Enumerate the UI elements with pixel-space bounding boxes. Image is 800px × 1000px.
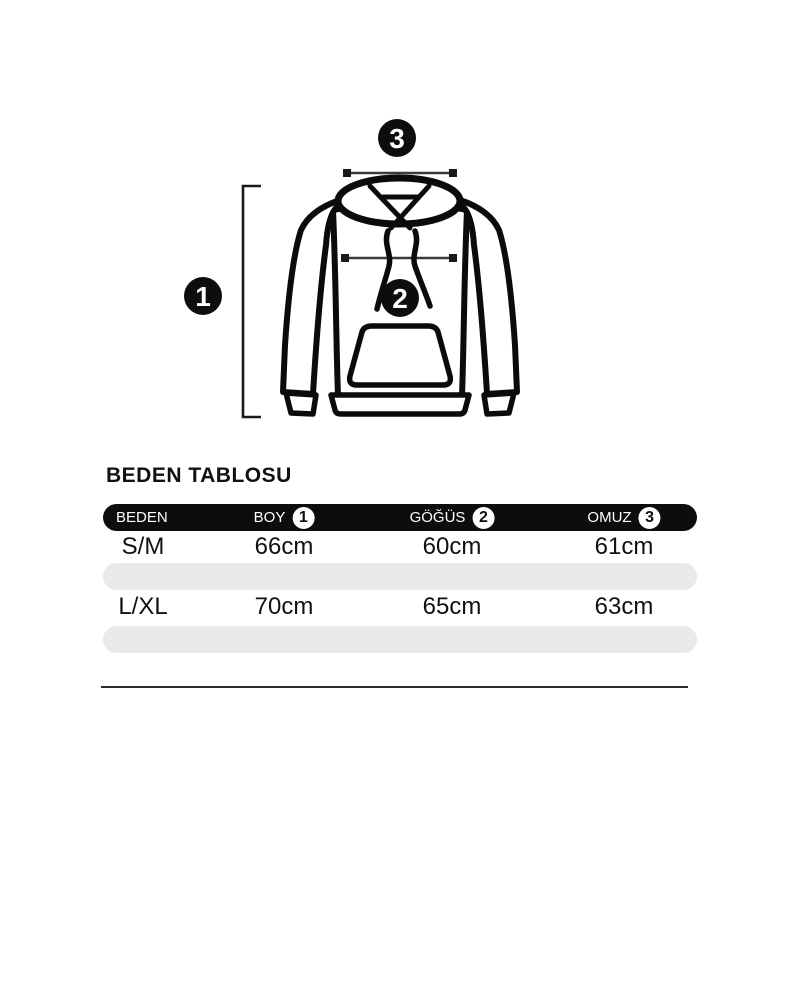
hoodie-left-cuff bbox=[286, 393, 316, 414]
table-row-lxl bbox=[103, 592, 697, 622]
header-badge-1: 1 bbox=[292, 507, 314, 529]
svg-text:1: 1 bbox=[195, 281, 211, 312]
svg-text:3: 3 bbox=[389, 123, 405, 154]
gogus-value: 65cm bbox=[422, 593, 482, 620]
boy-value: 66cm bbox=[254, 533, 314, 560]
empty-row-stripe bbox=[103, 563, 697, 590]
marker-1-badge bbox=[184, 277, 222, 315]
header-badge-2: 2 bbox=[472, 507, 494, 529]
hoodie-measurement-diagram bbox=[0, 0, 800, 460]
hoodie-hem-band bbox=[331, 395, 469, 414]
size-table-title: BEDEN TABLOSU bbox=[106, 464, 292, 487]
gogus-value: 60cm bbox=[422, 533, 482, 560]
header-col-gogus bbox=[410, 504, 495, 531]
header-label: BOY bbox=[253, 509, 286, 526]
size-label: L/XL bbox=[118, 593, 168, 620]
omuz-value: 61cm bbox=[594, 533, 654, 560]
omuz-value: 63cm bbox=[594, 593, 654, 620]
marker-2-badge bbox=[381, 279, 419, 317]
table-row-sm bbox=[103, 532, 697, 562]
header-label: OMUZ bbox=[587, 509, 632, 526]
header-col-beden bbox=[116, 504, 168, 531]
header-badge-3: 3 bbox=[639, 507, 661, 529]
header-label: GÖĞÜS bbox=[409, 509, 466, 526]
hoodie-right-cuff bbox=[484, 393, 514, 414]
header-col-omuz bbox=[587, 504, 660, 531]
marker-3-badge bbox=[378, 119, 416, 157]
bottom-divider-line bbox=[101, 686, 688, 688]
size-label: S/M bbox=[121, 533, 165, 560]
size-table-header-row bbox=[103, 504, 697, 531]
header-label: BEDEN bbox=[116, 509, 168, 526]
svg-text:2: 2 bbox=[392, 283, 408, 314]
header-col-boy bbox=[254, 504, 315, 531]
hoodie-pocket bbox=[350, 326, 451, 385]
length-bracket-line bbox=[243, 186, 261, 417]
empty-row-stripe bbox=[103, 626, 697, 653]
boy-value: 70cm bbox=[254, 593, 314, 620]
